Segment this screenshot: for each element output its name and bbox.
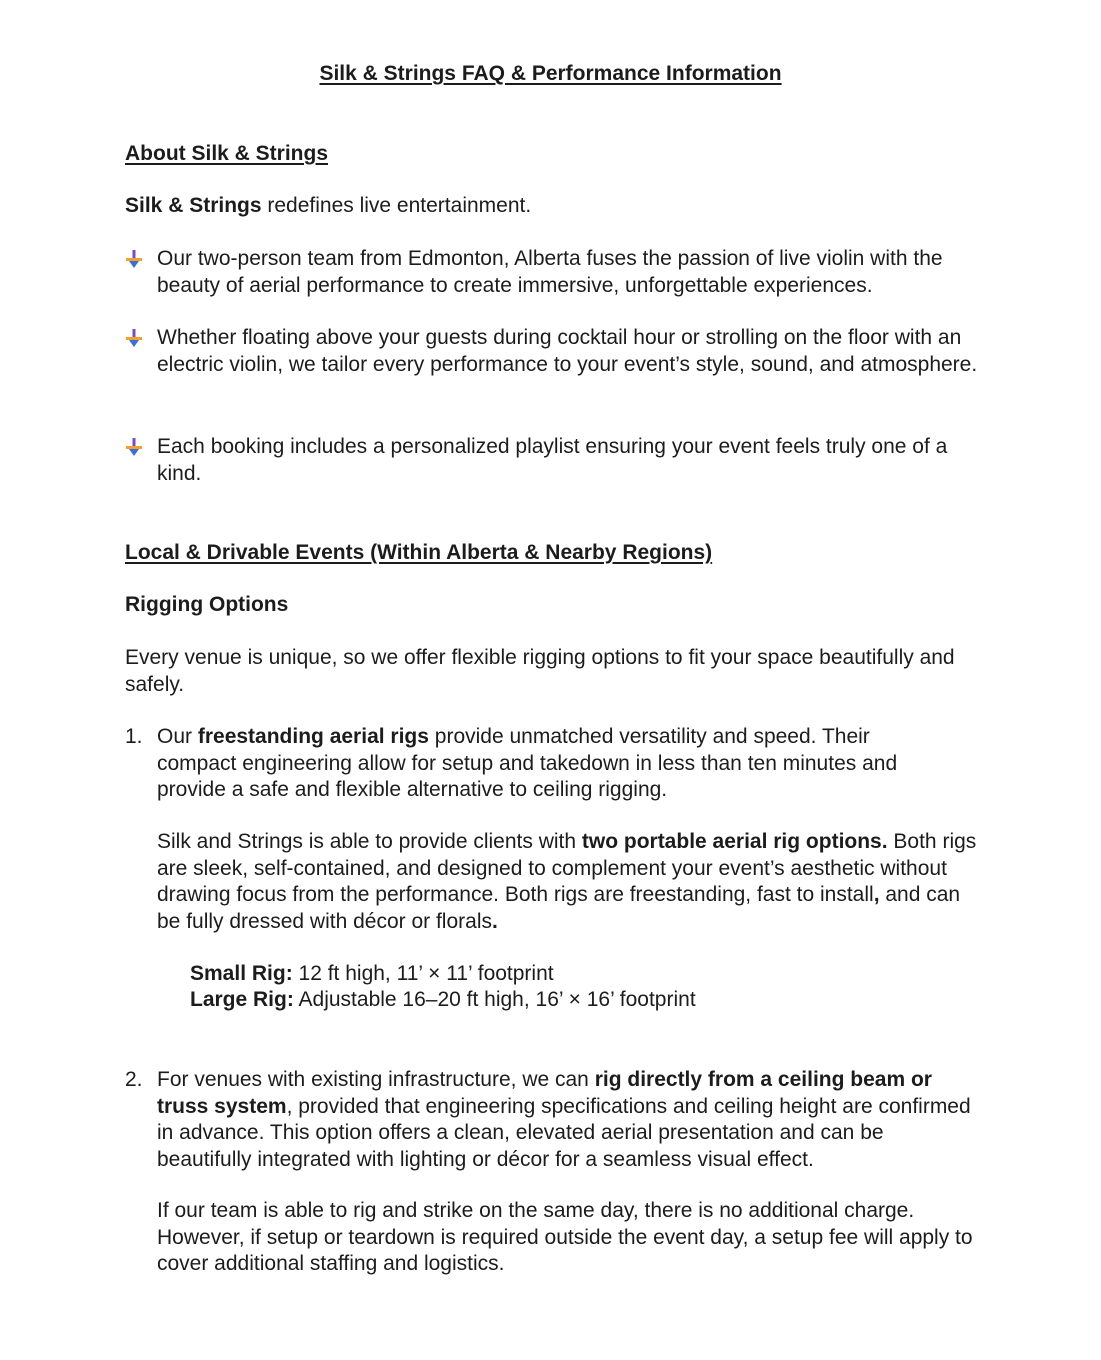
item2-p1-text-a: For venues with existing infrastructure, we can [157, 1068, 595, 1091]
item2-p1-text-c: , provided that engineering specifications and ceiling height are confirmed in advance. This option offers a clean, elevated aerial presentation and can be beautifully integrated with lighting or décor for a seamless visual effect. [157, 1094, 971, 1171]
item1-p2-text-c: Both rigs are sleek, self-contained, and designed to complement your event’s aesthetic without drawing focus from the performance. Both rigs are freestanding, fast to install [157, 830, 977, 906]
about-intro [125, 193, 975, 220]
item1-p1-text-c: provide unmatched versatility and speed. Their compact engineering allow for setup and takedown in less than ten minutes and provide a safe and flexible alternative to ceiling rigging. [157, 725, 898, 801]
item1-paragraph-1 [157, 724, 947, 804]
list-number-1: 1. [125, 725, 143, 748]
about-bullet-1: Our two-person team from Edmonton, Alberta fuses the passion of live violin with the beauty of aerial performance to create immersive, unforgettable experiences. [157, 247, 943, 297]
item2-paragraph-1 [157, 1067, 972, 1173]
about-heading: About Silk & Strings [125, 142, 329, 165]
large-rig-value: Adjustable 16–20 ft high, 16’ × 16’ footprint [293, 988, 696, 1011]
document-title: Silk & Strings FAQ & Performance Information [319, 62, 782, 85]
item1-p2-text-a: Silk and Strings is able to provide clients with [157, 830, 582, 853]
rigging-intro: Every venue is unique, so we offer flexible rigging options to fit your space beautifully and safely. [125, 646, 955, 696]
item1-p2-text-e: and can be fully dressed with décor or florals [157, 883, 961, 933]
local-events-heading: Local & Drivable Events (Within Alberta & Nearby Regions) [125, 541, 713, 564]
rigging-options-heading: Rigging Options [125, 593, 289, 616]
arrow-down-bullet-icon [124, 328, 144, 348]
about-intro-brand: Silk & Strings [125, 194, 262, 217]
item2-paragraph-2: If our team is able to rig and strike on the same day, there is no additional charge. However, if setup or teardown is required outside the event day, a setup fee will apply to cover additional staffing and logistics. [157, 1199, 973, 1275]
item2-p1-bold: rig directly from a ceiling beam or truss system [157, 1068, 932, 1118]
small-rig-value: 12 ft high, 11’ × 11’ footprint [292, 962, 554, 985]
item1-p2-comma: , [873, 883, 880, 906]
about-intro-text: redefines live entertainment. [261, 194, 532, 217]
large-rig-label: Large Rig: [190, 988, 294, 1011]
item1-p2-bold: two portable aerial rig options. [581, 830, 888, 853]
small-rig-label: Small Rig: [190, 962, 293, 985]
list-number-2: 2. [125, 1068, 143, 1091]
item1-p2-period: . [492, 909, 498, 933]
item1-paragraph-2 [157, 829, 977, 935]
about-bullet-3: Each booking includes a personalized playlist ensuring your event feels truly one of a kind. [157, 435, 948, 485]
arrow-down-bullet-icon [124, 249, 144, 269]
small-rig-spec [190, 961, 970, 988]
item1-p1-text-a: Our [157, 725, 198, 748]
about-bullet-2: Whether floating above your guests during cocktail hour or strolling on the floor with an electric violin, we tailor every performance to your event’s style, sound, and atmosphere. [157, 326, 978, 376]
large-rig-spec [190, 987, 970, 1014]
arrow-down-bullet-icon [124, 437, 144, 457]
item1-p1-bold: freestanding aerial rigs [197, 725, 429, 748]
